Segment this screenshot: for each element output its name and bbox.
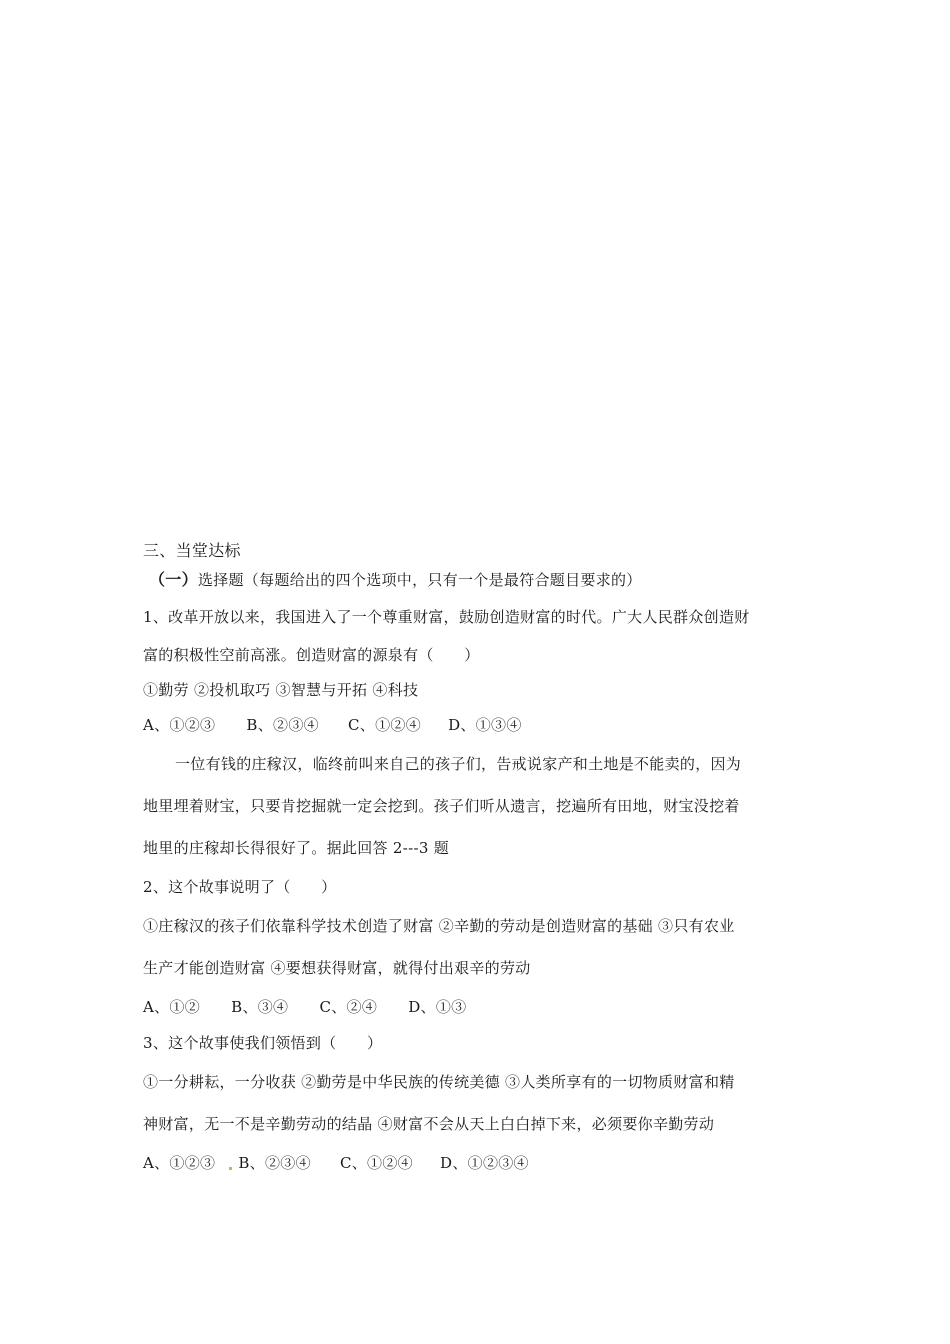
q1-option-c: C、①②④	[348, 716, 422, 734]
subsection-marker: （一）	[149, 570, 198, 589]
subsection-heading	[143, 564, 813, 596]
q1-stem-line1: 1、改革开放以来，我国进入了一个尊重财富，鼓励创造财富的时代。广大人民群众创造财	[143, 608, 750, 626]
q3-option-c: C、①②④	[339, 1154, 413, 1172]
q1-option-d: D、①③④	[448, 716, 522, 734]
q1-options	[143, 708, 813, 743]
exercise-section	[143, 538, 813, 1181]
q3-items-line1: ①一分耕耘，一分收获 ②勤劳是中华民族的传统美德 ③人类所享有的一切物质财富和精	[143, 1073, 735, 1091]
q3-option-d: D、①②③④	[440, 1154, 529, 1172]
q2-option-c: C、②④	[319, 998, 378, 1016]
q2-items-line1: ①庄稼汉的孩子们依靠科学技术创造了财富 ②辛勤的劳动是创造财富的基础 ③只有农业	[143, 917, 735, 935]
passage-line2: 地里埋着财宝，只要肯挖掘就一定会挖到。孩子们听从遗言，挖遍所有田地，财宝没挖着	[143, 797, 740, 815]
section-title: 三、当堂达标	[143, 541, 241, 560]
q2-stem: 2、这个故事说明了（ ）	[143, 878, 337, 896]
q3-options	[143, 1145, 813, 1181]
stray-mark	[229, 1167, 232, 1170]
passage-line3: 地里的庄稼却长得很好了。据此回答 2---3 题	[143, 839, 450, 857]
q2-items-line2: 生产才能创造财富 ④要想获得财富，就得付出艰辛的劳动	[143, 959, 531, 977]
passage-line1: 一位有钱的庄稼汉，临终前叫来自己的孩子们，告戒说家产和土地是不能卖的，因为	[175, 755, 742, 773]
q3-option-a: A、①②③	[143, 1154, 216, 1172]
q3-stem: 3、这个故事使我们领悟到（ ）	[143, 1034, 383, 1052]
q2-option-b: B、③④	[231, 998, 289, 1016]
q1-stem-line2: 富的积极性空前高涨。创造财富的源泉有（ ）	[143, 646, 480, 664]
q1-option-a: A、①②③	[143, 716, 216, 734]
q3-option-b: B、②③④	[238, 1154, 311, 1172]
q2-option-d: D、①③	[408, 998, 467, 1016]
q3-items-line2: 神财富，无一不是辛勤劳动的结晶 ④财富不会从天上白白掉下来，必须要你辛勤劳动	[143, 1115, 715, 1133]
subsection-text: 选择题（每题给出的四个选项中，只有一个是最符合题目要求的）	[197, 571, 642, 589]
q2-option-a: A、①②	[143, 998, 201, 1016]
q1-items: ①勤劳 ②投机取巧 ③智慧与开拓 ④科技	[143, 681, 419, 699]
q1-option-b: B、②③④	[246, 716, 319, 734]
q2-options	[143, 989, 813, 1025]
